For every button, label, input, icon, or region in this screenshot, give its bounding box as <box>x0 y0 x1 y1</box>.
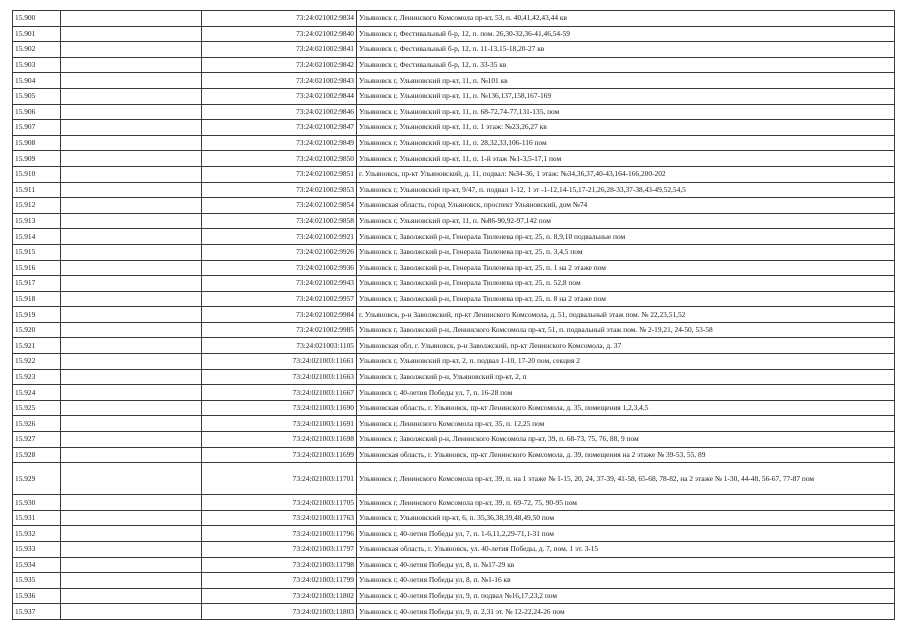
empty-cell <box>61 307 202 323</box>
empty-cell <box>61 42 202 58</box>
address-cell: Ульяновск г, Ульяновский пр-кт, 9/47, п. подвал 1-12, 1 эт -1-12,14-15,17-21,26,28-33,37-38,43-49,52,54,5 <box>357 182 895 198</box>
empty-cell <box>61 26 202 42</box>
row-number-cell: 15.902 <box>13 42 61 58</box>
row-number-cell: 15.927 <box>13 432 61 448</box>
empty-cell <box>61 432 202 448</box>
cadastral-number-cell: 73:24:021003:11667 <box>202 385 357 401</box>
table-row <box>13 198 895 214</box>
empty-cell <box>61 385 202 401</box>
row-number-cell: 15.937 <box>13 604 61 620</box>
table-row <box>13 416 895 432</box>
address-cell: Ульяновская область, город Ульяновск, проспект Ульяновский, дом №74 <box>357 198 895 214</box>
empty-cell <box>61 166 202 182</box>
table-row <box>13 307 895 323</box>
address-cell: Ульяновск г, 40-летия Победы ул, 8, п. №17-29 кв <box>357 557 895 573</box>
row-number-cell: 15.913 <box>13 213 61 229</box>
empty-cell <box>61 57 202 73</box>
table-row <box>13 42 895 58</box>
table-row <box>13 151 895 167</box>
cadastral-number-cell: 73:24:021003:11796 <box>202 526 357 542</box>
address-cell: Ульяновск г, 40-летия Победы ул, 7, п. 16-28 пом <box>357 385 895 401</box>
empty-cell <box>61 88 202 104</box>
table-row <box>13 573 895 589</box>
cadastral-number-cell: 73:24:021002:9921 <box>202 229 357 245</box>
address-cell: Ульяновская обл, г. Ульяновск, р-н Заволжский, пр-кт Ленинского Комсомола, д. 37 <box>357 338 895 354</box>
row-number-cell: 15.931 <box>13 510 61 526</box>
empty-cell <box>61 322 202 338</box>
table-row <box>13 11 895 27</box>
cadastral-number-cell: 73:24:021002:9853 <box>202 182 357 198</box>
row-number-cell: 15.911 <box>13 182 61 198</box>
table-row <box>13 120 895 136</box>
row-number-cell: 15.926 <box>13 416 61 432</box>
table-row <box>13 385 895 401</box>
row-number-cell: 15.930 <box>13 495 61 511</box>
address-cell: Ульяновск г, Ульяновский пр-кт, 11, п. №136,137,158,167-169 <box>357 88 895 104</box>
cadastral-number-cell: 73:24:021002:9840 <box>202 26 357 42</box>
table-row <box>13 166 895 182</box>
table-row <box>13 57 895 73</box>
address-cell: Ульяновск г, Фестивальный б-р, 12, п. 11-13,15-18,20-27 кв <box>357 42 895 58</box>
row-number-cell: 15.915 <box>13 244 61 260</box>
empty-cell <box>61 604 202 620</box>
table-row <box>13 447 895 463</box>
empty-cell <box>61 542 202 558</box>
row-number-cell: 15.900 <box>13 11 61 27</box>
cadastral-number-cell: 73:24:021003:11798 <box>202 557 357 573</box>
empty-cell <box>61 447 202 463</box>
table-row <box>13 557 895 573</box>
row-number-cell: 15.934 <box>13 557 61 573</box>
table-row <box>13 213 895 229</box>
address-cell: Ульяновск г, Заволжский р-н, Генерала Тюленева пр-кт, 25, п. 1 на 2 этаже пом <box>357 260 895 276</box>
table-row <box>13 291 895 307</box>
table-row <box>13 604 895 620</box>
empty-cell <box>61 182 202 198</box>
empty-cell <box>61 557 202 573</box>
cadastral-number-cell: 73:24:021002:9842 <box>202 57 357 73</box>
address-cell: г. Ульяновск, пр-кт Ульяновский, д. 11, подвал: №34-36, 1 этаж: №34,36,37,40-43,164-166,200-202 <box>357 166 895 182</box>
address-cell: Ульяновск г, Ленинского Комсомола пр-кт, 53, п. 40,41,42,43,44 кв <box>357 11 895 27</box>
table-row <box>13 229 895 245</box>
address-cell: Ульяновск г, 40-летия Победы ул, 9, п. подвал №16,17,23,2 пом <box>357 588 895 604</box>
empty-cell <box>61 11 202 27</box>
table-row <box>13 73 895 89</box>
row-number-cell: 15.916 <box>13 260 61 276</box>
empty-cell <box>61 104 202 120</box>
empty-cell <box>61 151 202 167</box>
address-cell: Ульяновск г, Заволжский р-н, Генерала Тюленева пр-кт, 25, п. 8 на 2 этаже пом <box>357 291 895 307</box>
address-cell: Ульяновск г, 40-летия Победы ул, 7, п. 1-6,11,2,29-71,1-31 пом <box>357 526 895 542</box>
cadastral-number-cell: 73:24:021003:11802 <box>202 588 357 604</box>
address-cell: Ульяновск г, Заволжский р-н, Ленинского Комсомола пр-кт, 51, п. подвальный этаж пом. № 2-19,21, 24-50, 53-58 <box>357 322 895 338</box>
row-number-cell: 15.932 <box>13 526 61 542</box>
address-cell: Ульяновская область, г. Ульяновск, ул. 40-летия Победы, д. 7, пом. 1 эт. 3-15 <box>357 542 895 558</box>
table-row <box>13 276 895 292</box>
cadastral-number-cell: 73:24:021002:9858 <box>202 213 357 229</box>
empty-cell <box>61 510 202 526</box>
cadastral-number-cell: 73:24:021003:11691 <box>202 416 357 432</box>
table-row <box>13 369 895 385</box>
address-cell: Ульяновск г, Заволжский р-н, Генерала Тюленева пр-кт, 25, п. 52,8 пом <box>357 276 895 292</box>
address-cell: Ульяновск г, Ленинского Комсомола пр-кт, 35, п. 12,25 пом <box>357 416 895 432</box>
row-number-cell: 15.903 <box>13 57 61 73</box>
table-row <box>13 338 895 354</box>
address-cell: Ульяновск г, Ленинского Комсомола пр-кт, 39, п. 69-72, 75, 90-95 пом <box>357 495 895 511</box>
empty-cell <box>61 244 202 260</box>
row-number-cell: 15.936 <box>13 588 61 604</box>
empty-cell <box>61 213 202 229</box>
cadastral-number-cell: 73:24:021003:11763 <box>202 510 357 526</box>
cadastral-number-cell: 73:24:021002:9926 <box>202 244 357 260</box>
table-row <box>13 495 895 511</box>
cadastral-number-cell: 73:24:021003:11690 <box>202 400 357 416</box>
row-number-cell: 15.921 <box>13 338 61 354</box>
cadastral-number-cell: 73:24:021003:11698 <box>202 432 357 448</box>
address-cell: Ульяновск г, Ульяновский пр-кт, 11, п. 28,32,33,106-116 пом <box>357 135 895 151</box>
table-row <box>13 526 895 542</box>
table-row <box>13 432 895 448</box>
cadastral-number-cell: 73:24:021003:11705 <box>202 495 357 511</box>
row-number-cell: 15.917 <box>13 276 61 292</box>
address-cell: Ульяновск г, Ульяновский пр-кт, 11, п. №101 кв <box>357 73 895 89</box>
row-number-cell: 15.929 <box>13 463 61 495</box>
address-cell: Ульяновск г, Фестивальный б-р, 12, п. пом. 26,30-32,36-41,46,54-59 <box>357 26 895 42</box>
table-row <box>13 244 895 260</box>
cadastral-number-cell: 73:24:021003:11799 <box>202 573 357 589</box>
row-number-cell: 15.904 <box>13 73 61 89</box>
empty-cell <box>61 495 202 511</box>
cadastral-number-cell: 73:24:021002:9957 <box>202 291 357 307</box>
empty-cell <box>61 369 202 385</box>
row-number-cell: 15.920 <box>13 322 61 338</box>
cadastral-number-cell: 73:24:021003:11699 <box>202 447 357 463</box>
row-number-cell: 15.918 <box>13 291 61 307</box>
row-number-cell: 15.909 <box>13 151 61 167</box>
table-row <box>13 542 895 558</box>
table-row <box>13 354 895 370</box>
address-cell: Ульяновск г, 40-летия Победы ул, 8, п. №1-16 кв <box>357 573 895 589</box>
cadastral-number-cell: 73:24:021002:9984 <box>202 307 357 323</box>
row-number-cell: 15.905 <box>13 88 61 104</box>
empty-cell <box>61 73 202 89</box>
cadastral-number-cell: 73:24:021002:9985 <box>202 322 357 338</box>
cadastral-number-cell: 73:24:021003:11663 <box>202 369 357 385</box>
empty-cell <box>61 198 202 214</box>
empty-cell <box>61 573 202 589</box>
empty-cell <box>61 338 202 354</box>
cadastral-number-cell: 73:24:021002:9843 <box>202 73 357 89</box>
empty-cell <box>61 416 202 432</box>
row-number-cell: 15.933 <box>13 542 61 558</box>
cadastral-number-cell: 73:24:021003:11797 <box>202 542 357 558</box>
cadastral-number-cell: 73:24:021002:9936 <box>202 260 357 276</box>
property-register-table <box>12 10 895 620</box>
row-number-cell: 15.935 <box>13 573 61 589</box>
table-row <box>13 463 895 495</box>
table-row <box>13 135 895 151</box>
row-number-cell: 15.922 <box>13 354 61 370</box>
row-number-cell: 15.925 <box>13 400 61 416</box>
table-row <box>13 260 895 276</box>
row-number-cell: 15.908 <box>13 135 61 151</box>
row-number-cell: 15.906 <box>13 104 61 120</box>
row-number-cell: 15.910 <box>13 166 61 182</box>
table-row <box>13 400 895 416</box>
row-number-cell: 15.928 <box>13 447 61 463</box>
row-number-cell: 15.907 <box>13 120 61 136</box>
address-cell: Ульяновская область, г. Ульяновск, пр-кт Ленинского Комсомола, д. 35, помещения 1,2,3,4,5 <box>357 400 895 416</box>
row-number-cell: 15.901 <box>13 26 61 42</box>
address-cell: Ульяновск г, Ульяновский пр-кт, 11, п. 68-72,74-77,131-135, пом <box>357 104 895 120</box>
address-cell: Ульяновск г, Заволжский р-н, Ленинского Комсомола пр-кт, 39, п. 68-73, 75, 76, 88, 9 пом <box>357 432 895 448</box>
row-number-cell: 15.924 <box>13 385 61 401</box>
address-cell: Ульяновск г, Заволжский р-н, Генерала Тюленева пр-кт, 25, п. 3,4,5 пом <box>357 244 895 260</box>
address-cell: Ульяновск г, Заволжский р-н, Ульяновский пр-кт, 2, п <box>357 369 895 385</box>
address-cell: Ульяновск г, Ульяновский пр-кт, 11, п. №86-90,92-97,142 пом <box>357 213 895 229</box>
address-cell: Ульяновск г, Ленинского Комсомола пр-кт, 39, п. на 1 этаже № 1-15, 20, 24, 37-39, 41-58, 65-68, 78-82, на 2 этаже № 1-30, 44-48, 56-67, 77-87 пом <box>357 463 895 495</box>
cadastral-number-cell: 73:24:021002:9943 <box>202 276 357 292</box>
cadastral-number-cell: 73:24:021002:9841 <box>202 42 357 58</box>
empty-cell <box>61 229 202 245</box>
address-cell: Ульяновск г, Ульяновский пр-кт, 11, п. 1 этаж: №23,26,27 кв <box>357 120 895 136</box>
empty-cell <box>61 260 202 276</box>
cadastral-number-cell: 73:24:021002:9854 <box>202 198 357 214</box>
cadastral-number-cell: 73:24:021003:11661 <box>202 354 357 370</box>
table-body <box>13 11 895 620</box>
row-number-cell: 15.923 <box>13 369 61 385</box>
table-row <box>13 182 895 198</box>
address-cell: Ульяновск г, Ульяновский пр-кт, 2, п. подвал 1-10, 17-20 пом, секция 2 <box>357 354 895 370</box>
cadastral-number-cell: 73:24:021002:9850 <box>202 151 357 167</box>
cadastral-number-cell: 73:24:021002:9847 <box>202 120 357 136</box>
empty-cell <box>61 463 202 495</box>
row-number-cell: 15.919 <box>13 307 61 323</box>
cadastral-number-cell: 73:24:021003:11803 <box>202 604 357 620</box>
table-row <box>13 322 895 338</box>
address-cell: Ульяновск г, Фестивальный б-р, 12, п. 33-35 кв <box>357 57 895 73</box>
table-row <box>13 104 895 120</box>
cadastral-number-cell: 73:24:021002:9846 <box>202 104 357 120</box>
empty-cell <box>61 354 202 370</box>
empty-cell <box>61 291 202 307</box>
table-row <box>13 510 895 526</box>
address-cell: Ульяновск г, Ульяновский пр-кт, 6, п. 35,36,38,39,48,49,50 пом <box>357 510 895 526</box>
cadastral-number-cell: 73:24:021003:1105 <box>202 338 357 354</box>
empty-cell <box>61 135 202 151</box>
cadastral-number-cell: 73:24:021003:11701 <box>202 463 357 495</box>
address-cell: Ульяновск г, Заволжский р-н, Генерала Тюленева пр-кт, 25, п. 8,9,10 подвальные пом <box>357 229 895 245</box>
row-number-cell: 15.912 <box>13 198 61 214</box>
empty-cell <box>61 526 202 542</box>
table-row <box>13 26 895 42</box>
cadastral-number-cell: 73:24:021002:9844 <box>202 88 357 104</box>
empty-cell <box>61 120 202 136</box>
cadastral-number-cell: 73:24:021002:9851 <box>202 166 357 182</box>
address-cell: Ульяновск г, 40-летия Победы ул, 9, п. 2,31 эт. № 12-22,24-26 пом <box>357 604 895 620</box>
empty-cell <box>61 400 202 416</box>
table-row <box>13 88 895 104</box>
cadastral-number-cell: 73:24:021002:9834 <box>202 11 357 27</box>
row-number-cell: 15.914 <box>13 229 61 245</box>
address-cell: Ульяновск г, Ульяновский пр-кт, 11, п. 1-й этаж №1-3,5-17,1 пом <box>357 151 895 167</box>
address-cell: г. Ульяновск, р-н Заволжский, пр-кт Ленинского Комсомола, д. 51, подвальный этаж пом. № 22,23,51,52 <box>357 307 895 323</box>
address-cell: Ульяновская область, г. Ульяновск, пр-кт Ленинского Комсомола, д. 39, помещения на 2 этаже № 39-53, 55, 89 <box>357 447 895 463</box>
cadastral-number-cell: 73:24:021002:9849 <box>202 135 357 151</box>
empty-cell <box>61 588 202 604</box>
empty-cell <box>61 276 202 292</box>
table-row <box>13 588 895 604</box>
